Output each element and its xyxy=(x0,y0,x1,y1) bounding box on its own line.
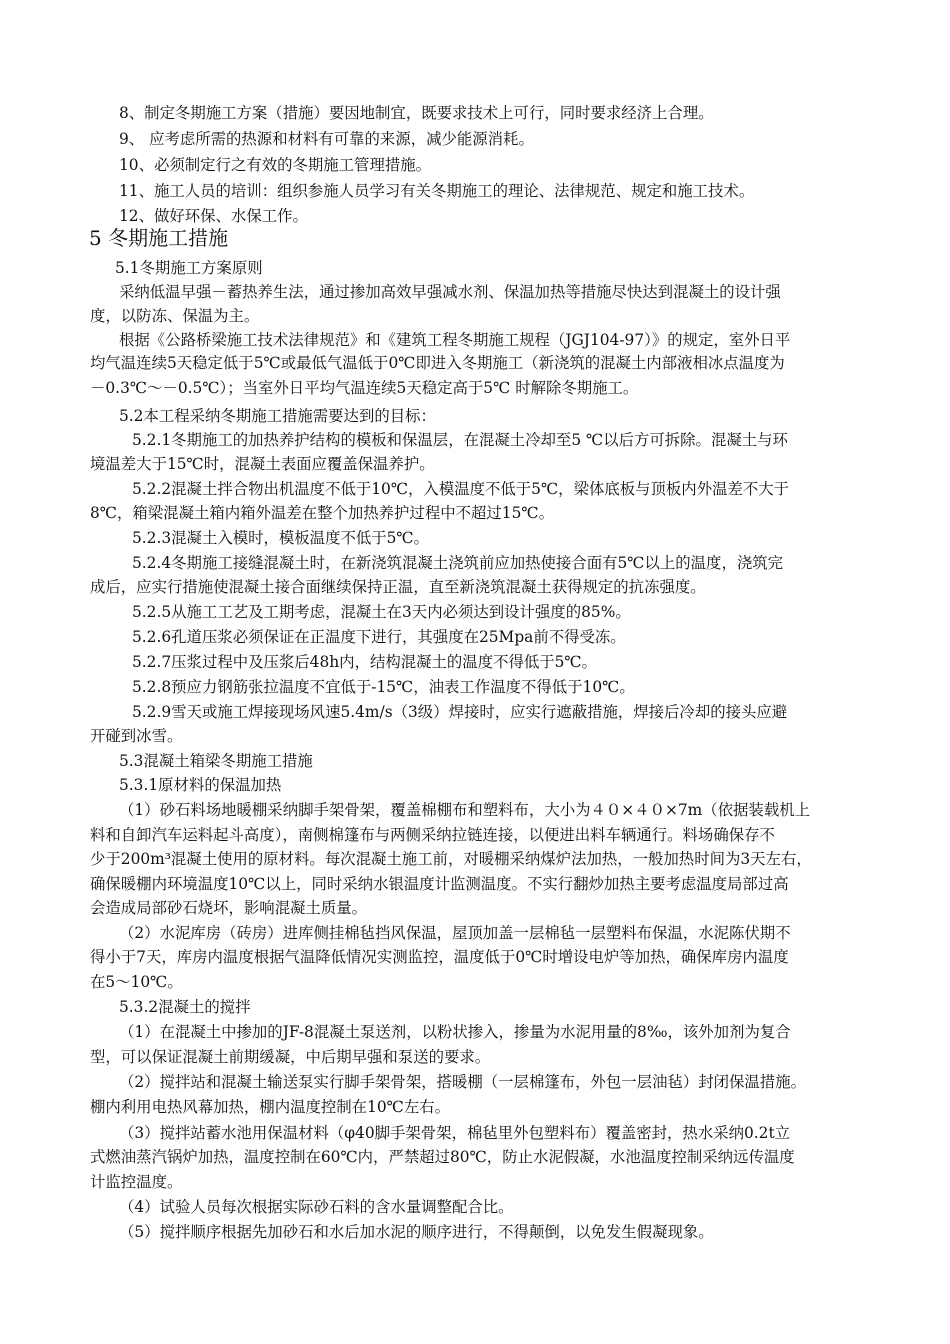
text-line: 5.2.2混凝土拌合物出机温度不低于10℃，入模温度不低于5℃，梁体底板与顶板内外温差不大于 xyxy=(132,480,790,498)
text-line: 5.3.1原材料的保温加热 xyxy=(119,776,282,794)
text-line: 5.2.1冬期施工的加热养护结构的模板和保温层，在混凝土冷却至5 ℃以后方可拆除。混凝土与环 xyxy=(132,431,788,449)
text-line: 型，可以保证混凝土前期缓凝，中后期早强和泵送的要求。 xyxy=(90,1048,491,1066)
section-heading: 5 冬期施工措施 xyxy=(89,226,229,250)
text-line: 5.2.8预应力钢筋张拉温度不宜低于-15℃，油表工作温度不得低于10℃。 xyxy=(132,678,635,696)
text-line: 5.1冬期施工方案原则 xyxy=(115,259,263,277)
text-line: 度，以防冻、保温为主。 xyxy=(90,307,260,325)
text-line: 5.2.3混凝土入模时，模板温度不低于5℃。 xyxy=(132,529,430,547)
text-line: （4）试验人员每次根据实际砂石料的含水量调整配合比。 xyxy=(119,1198,514,1216)
text-line: 5.3混凝土箱梁冬期施工措施 xyxy=(119,752,313,770)
text-line: 均气温连续5天稳定低于5℃或最低气温低于0℃即进入冬期施工（新浇筑的混凝土内部液相冰点温度为 xyxy=(90,354,785,372)
text-line: （1）在混凝土中掺加的JF-8混凝土泵送剂，以粉状掺入，掺量为水泥用量的8‰，该外加剂为复合 xyxy=(119,1023,791,1041)
text-line: 根据《公路桥梁施工技术法律规范》和《建筑工程冬期施工规程（JGJ104-97）》的规定，室外日平 xyxy=(119,331,791,349)
text-line: 5.3.2混凝土的搅拌 xyxy=(119,998,251,1016)
text-line: 8℃，箱梁混凝土箱内箱外温差在整个加热养护过程中不超过15℃。 xyxy=(90,504,554,522)
text-line: （1）砂石料场地暖棚采纳脚手架骨架，覆盖棉棚布和塑料布，大小为４０×４０×7m（依据装载机上 xyxy=(119,801,810,819)
text-line: （5）搅拌顺序根据先加砂石和水后加水泥的顺序进行，不得颠倒，以免发生假凝现象。 xyxy=(119,1223,714,1241)
text-line: 料和自卸汽车运料起斗高度），南侧棉篷布与两侧采纳拉链连接，以便进出料车辆通行。料场确保存不 xyxy=(90,826,775,844)
text-line: 5.2本工程采纳冬期施工措施需要达到的目标： xyxy=(119,407,436,425)
text-line: 8、制定冬期施工方案（措施）要因地制宜，既要求技术上可行，同时要求经济上合理。 xyxy=(119,104,714,122)
text-line: 12、做好环保、水保工作。 xyxy=(119,207,308,225)
text-line: 棚内利用电热风幕加热，棚内温度控制在10℃左右。 xyxy=(90,1098,451,1116)
text-line: （3）搅拌站蓄水池用保温材料（φ40脚手架骨架，棉毡里外包塑料布）覆盖密封，热水采纳0.2t立 xyxy=(119,1124,791,1142)
text-line: 5.2.7压浆过程中及压浆后48h内，结构混凝土的温度不得低于5℃。 xyxy=(132,653,598,671)
text-line: 开碰到冰雪。 xyxy=(90,727,183,745)
text-line: 境温差大于15℃时，混凝土表面应覆盖保温养护。 xyxy=(90,455,435,473)
text-line: 5.2.9雪天或施工焊接现场风速5.4m/s（3级）焊接时，应实行遮蔽措施，焊接后冷却的接头应避 xyxy=(132,703,788,721)
text-line: 5.2.4冬期施工接缝混凝土时，在新浇筑混凝土浇筑前应加热使接合面有5℃以上的温度，浇筑完 xyxy=(132,554,784,572)
text-line: 得小于7天，库房内温度根据气温降低情况实测监控，温度低于0℃时增设电炉等加热，确保库房内温度 xyxy=(90,948,789,966)
text-line: －0.3℃～－0.5℃）；当室外日平均气温连续5天稳定高于5℃ 时解除冬期施工。 xyxy=(90,379,639,397)
text-line: （2）搅拌站和混凝土输送泵实行脚手架骨架，搭暖棚（一层棉篷布，外包一层油毡）封闭保温措施。 xyxy=(119,1073,806,1091)
text-line: 11、施工人员的培训：组织参施人员学习有关冬期施工的理论、法律规范、规定和施工技术。 xyxy=(119,182,755,200)
text-line: 成后，应实行措施使混凝土接合面继续保持正温，直至新浇筑混凝土获得规定的抗冻强度。 xyxy=(90,578,706,596)
text-line: 式燃油蒸汽锅炉加热，温度控制在60℃内，严禁超过80℃，防止水泥假凝，水池温度控制采纳远传温度 xyxy=(90,1148,795,1166)
text-line: 10、必须制定行之有效的冬期施工管理措施。 xyxy=(119,156,432,174)
text-line: 5.2.5从施工工艺及工期考虑，混凝土在3天内必须达到设计强度的85%。 xyxy=(132,603,631,621)
text-line: （2）水泥库房（砖房）进库侧挂棉毡挡风保温，屋顶加盖一层棉毡一层塑料布保温，水泥陈伏期不 xyxy=(119,924,791,942)
text-line: 确保暖棚内环境温度10℃以上，同时采纳水银温度计监测温度。不实行翻炒加热主要考虑温度局部过高 xyxy=(90,875,789,893)
text-line: 会造成局部砂石烧坏，影响混凝土质量。 xyxy=(90,899,368,917)
text-line: 少于200m³混凝土使用的原材料。每次混凝土施工前，对暖棚采纳煤炉法加热，一般加热时间为3天左右， xyxy=(90,850,812,868)
text-line: 在5～10℃。 xyxy=(90,973,183,991)
text-line: 采纳低温早强－蓄热养生法，通过掺加高效早强减水剂、保温加热等措施尽快达到混凝土的设计强 xyxy=(119,283,781,301)
text-line: 9、 应考虑所需的热源和材料有可靠的来源，减少能源消耗。 xyxy=(119,130,534,148)
text-line: 5.2.6孔道压浆必须保证在正温度下进行，其强度在25Mpa前不得受冻。 xyxy=(132,628,626,646)
text-line: 计监控温度。 xyxy=(90,1173,183,1191)
